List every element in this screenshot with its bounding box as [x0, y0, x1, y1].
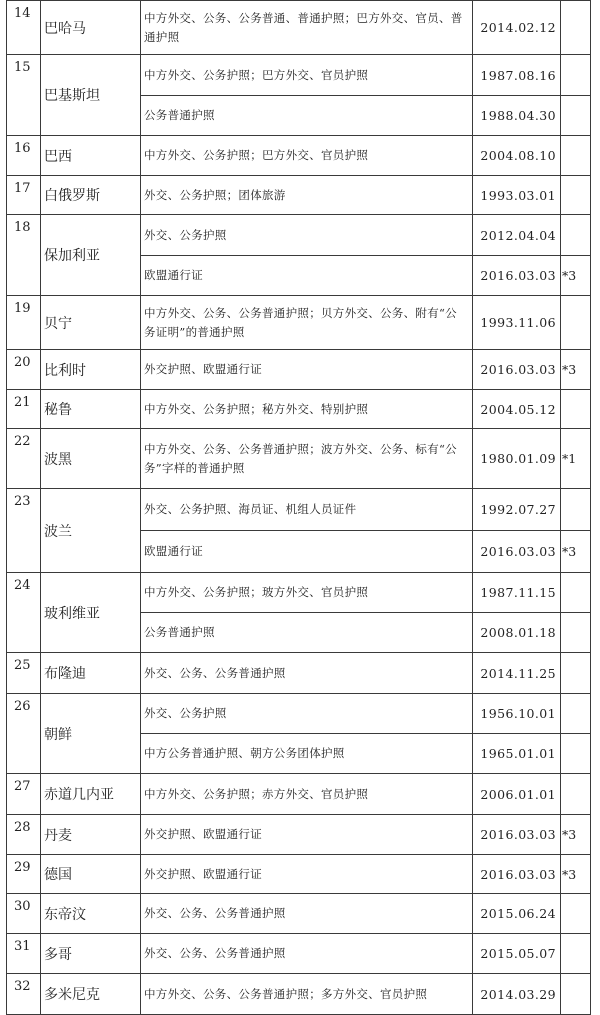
passport-type: 中方外交、公务护照；秘方外交、特别护照 — [141, 390, 473, 429]
effective-date: 2016.03.03 — [473, 815, 561, 855]
effective-date: 1987.08.16 — [473, 55, 561, 96]
table-row — [7, 774, 591, 815]
passport-type: 外交护照、欧盟通行证 — [141, 350, 473, 390]
country-name: 白俄罗斯 — [41, 176, 141, 215]
row-number: 28 — [14, 820, 31, 835]
country-name: 巴基斯坦 — [41, 55, 141, 136]
row-number: 21 — [14, 395, 31, 410]
effective-date: 1956.10.01 — [473, 694, 561, 734]
row-number-cell — [7, 215, 41, 296]
passport-type: 外交、公务、公务普通护照 — [141, 894, 473, 934]
passport-type: 中方外交、公务护照；玻方外交、官员护照 — [141, 573, 473, 613]
country-name: 丹麦 — [41, 815, 141, 855]
table-row — [7, 296, 591, 350]
table-row — [7, 390, 591, 429]
footnote-mark: *3 — [561, 256, 591, 296]
footnote-mark — [561, 55, 591, 96]
row-number-cell — [7, 136, 41, 176]
passport-type: 外交、公务护照 — [141, 215, 473, 256]
row-number: 32 — [14, 979, 31, 994]
effective-date: 1987.11.15 — [473, 573, 561, 613]
row-number: 23 — [14, 494, 31, 509]
effective-date: 2004.08.10 — [473, 136, 561, 176]
footnote-mark: *3 — [561, 531, 591, 573]
country-name: 秘鲁 — [41, 390, 141, 429]
effective-date: 1992.07.27 — [473, 489, 561, 531]
passport-type: 外交、公务、公务普通护照 — [141, 934, 473, 974]
row-number-cell — [7, 815, 41, 855]
row-number: 27 — [14, 779, 31, 794]
table-row — [7, 215, 591, 256]
passport-type: 公务普通护照 — [141, 96, 473, 136]
effective-date: 2016.03.03 — [473, 350, 561, 390]
row-number: 16 — [14, 141, 31, 156]
footnote-mark — [561, 694, 591, 734]
country-name: 多哥 — [41, 934, 141, 974]
country-name: 玻利维亚 — [41, 573, 141, 653]
passport-type: 外交护照、欧盟通行证 — [141, 815, 473, 855]
passport-type: 中方外交、公务、公务普通护照；多方外交、官员护照 — [141, 974, 473, 1015]
table-row — [7, 55, 591, 96]
row-number-cell — [7, 694, 41, 774]
passport-type: 中方公务普通护照、朝方公务团体护照 — [141, 734, 473, 774]
footnote-mark — [561, 489, 591, 531]
row-number: 30 — [14, 899, 31, 914]
effective-date: 2008.01.18 — [473, 613, 561, 653]
visa-exemption-table-page — [6, 0, 590, 1003]
footnote-mark: *3 — [561, 350, 591, 390]
table-row — [7, 573, 591, 613]
footnote-mark — [561, 774, 591, 815]
table-row — [7, 489, 591, 531]
effective-date: 2015.05.07 — [473, 934, 561, 974]
footnote-mark — [561, 653, 591, 694]
passport-type: 外交、公务护照 — [141, 694, 473, 734]
row-number-cell — [7, 1, 41, 55]
effective-date: 2014.02.12 — [473, 1, 561, 55]
row-number-cell — [7, 489, 41, 573]
effective-date: 2015.06.24 — [473, 894, 561, 934]
effective-date: 2014.11.25 — [473, 653, 561, 694]
footnote-mark — [561, 296, 591, 350]
footnote-mark — [561, 573, 591, 613]
footnote-mark: *3 — [561, 815, 591, 855]
country-name: 赤道几内亚 — [41, 774, 141, 815]
passport-type: 中方外交、公务、公务普通护照；贝方外交、公务、附有“公务证明”的普通护照 — [141, 296, 473, 350]
row-number: 14 — [14, 6, 31, 21]
row-number-cell — [7, 573, 41, 653]
effective-date: 1993.03.01 — [473, 176, 561, 215]
passport-type: 外交、公务、公务普通护照 — [141, 653, 473, 694]
effective-date: 2012.04.04 — [473, 215, 561, 256]
row-number-cell — [7, 934, 41, 974]
table-row — [7, 350, 591, 390]
row-number-cell — [7, 296, 41, 350]
row-number-cell — [7, 774, 41, 815]
footnote-mark — [561, 974, 591, 1015]
country-name: 贝宁 — [41, 296, 141, 350]
passport-type: 欧盟通行证 — [141, 256, 473, 296]
effective-date: 1980.01.09 — [473, 429, 561, 489]
row-number: 25 — [14, 658, 31, 673]
table-row — [7, 176, 591, 215]
country-name: 巴西 — [41, 136, 141, 176]
country-name: 巴哈马 — [41, 1, 141, 55]
table-body — [7, 1, 591, 1015]
footnote-mark — [561, 934, 591, 974]
row-number-cell — [7, 350, 41, 390]
table-row — [7, 1, 591, 55]
row-number: 24 — [14, 578, 31, 593]
table-row — [7, 894, 591, 934]
country-name: 德国 — [41, 855, 141, 894]
effective-date: 2016.03.03 — [473, 855, 561, 894]
passport-type: 欧盟通行证 — [141, 531, 473, 573]
row-number-cell — [7, 176, 41, 215]
row-number: 26 — [14, 699, 31, 714]
footnote-mark — [561, 390, 591, 429]
passport-type: 中方外交、公务护照；赤方外交、官员护照 — [141, 774, 473, 815]
row-number-cell — [7, 390, 41, 429]
passport-type: 外交、公务护照、海员证、机组人员证件 — [141, 489, 473, 531]
table-row — [7, 429, 591, 489]
footnote-mark — [561, 894, 591, 934]
passport-type: 中方外交、公务护照；巴方外交、官员护照 — [141, 136, 473, 176]
row-number-cell — [7, 894, 41, 934]
passport-type: 中方外交、公务、公务普通、普通护照；巴方外交、官员、普通护照 — [141, 1, 473, 55]
effective-date: 2006.01.01 — [473, 774, 561, 815]
footnote-mark — [561, 1, 591, 55]
footnote-mark — [561, 136, 591, 176]
footnote-mark: *1 — [561, 429, 591, 489]
row-number-cell — [7, 974, 41, 1015]
effective-date: 2004.05.12 — [473, 390, 561, 429]
effective-date: 2014.03.29 — [473, 974, 561, 1015]
row-number: 15 — [14, 60, 31, 75]
passport-type: 外交护照、欧盟通行证 — [141, 855, 473, 894]
passport-type: 公务普通护照 — [141, 613, 473, 653]
table-row — [7, 974, 591, 1015]
row-number: 29 — [14, 860, 31, 875]
row-number: 19 — [14, 301, 31, 316]
country-name: 波兰 — [41, 489, 141, 573]
footnote-mark — [561, 176, 591, 215]
country-name: 比利时 — [41, 350, 141, 390]
row-number: 18 — [14, 220, 31, 235]
row-number-cell — [7, 653, 41, 694]
footnote-mark — [561, 96, 591, 136]
table-row — [7, 934, 591, 974]
row-number: 31 — [14, 939, 31, 954]
effective-date: 1993.11.06 — [473, 296, 561, 350]
country-name: 布隆迪 — [41, 653, 141, 694]
passport-type: 中方外交、公务、公务普通护照；波方外交、公务、标有“公务”字样的普通护照 — [141, 429, 473, 489]
passport-type: 中方外交、公务护照；巴方外交、官员护照 — [141, 55, 473, 96]
country-name: 多米尼克 — [41, 974, 141, 1015]
row-number: 22 — [14, 434, 31, 449]
country-name: 朝鲜 — [41, 694, 141, 774]
effective-date: 2016.03.03 — [473, 531, 561, 573]
effective-date: 1988.04.30 — [473, 96, 561, 136]
country-name: 波黑 — [41, 429, 141, 489]
table-row — [7, 694, 591, 734]
footnote-mark: *3 — [561, 855, 591, 894]
footnote-mark — [561, 215, 591, 256]
country-name: 东帝汶 — [41, 894, 141, 934]
table-row — [7, 136, 591, 176]
visa-exemption-table — [6, 0, 591, 1015]
passport-type: 外交、公务护照；团体旅游 — [141, 176, 473, 215]
table-row — [7, 653, 591, 694]
effective-date: 2016.03.03 — [473, 256, 561, 296]
effective-date: 1965.01.01 — [473, 734, 561, 774]
footnote-mark — [561, 734, 591, 774]
row-number: 17 — [14, 181, 31, 196]
table-row — [7, 815, 591, 855]
country-name: 保加利亚 — [41, 215, 141, 296]
row-number-cell — [7, 429, 41, 489]
footnote-mark — [561, 613, 591, 653]
table-row — [7, 855, 591, 894]
row-number: 20 — [14, 355, 31, 370]
row-number-cell — [7, 855, 41, 894]
row-number-cell — [7, 55, 41, 136]
